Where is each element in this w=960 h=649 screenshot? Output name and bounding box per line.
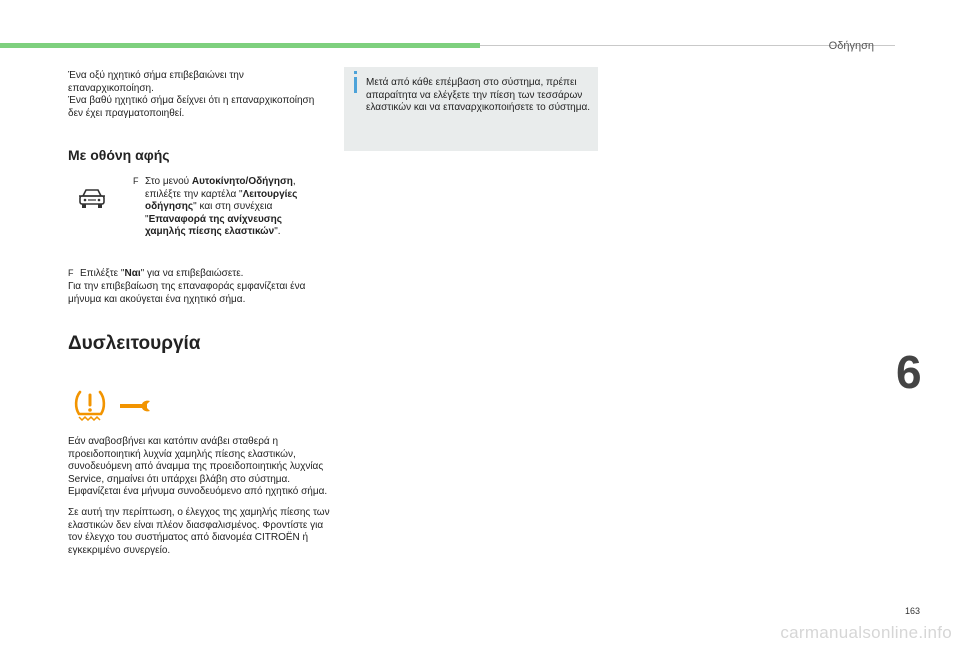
step-2-note-text: Για την επιβεβαίωση της επαναφοράς εμφανίζεται ένα μήνυμα και ακούγεται ένα ηχητικό σήμα. xyxy=(68,281,306,305)
malfunction-heading: Δυσλειτουργία xyxy=(68,333,201,354)
chapter-number: 6 xyxy=(896,346,922,398)
step-2-part: " για να επιβεβαιώσετε. xyxy=(140,268,244,279)
watermark: carmanualsonline.info xyxy=(780,623,952,642)
touchscreen-step-1 xyxy=(133,176,315,239)
intro-text xyxy=(68,70,330,120)
step-1-part: " και στη συνέχεια " xyxy=(145,201,273,225)
step-2-text xyxy=(80,268,330,281)
step-1-part: ". xyxy=(274,226,281,238)
info-icon xyxy=(354,71,357,74)
intro-line-2: Ένα βαθύ ηχητικό σήμα δείχνει ότι η επαναρχικοποίηση δεν έχει πραγματοποιηθεί. xyxy=(68,95,315,119)
malfunction-para-1: Εάν αναβοσβήνει και κατόπιν ανάβει σταθερά η προειδοποιητική λυχνία χαμηλής πίεσης ελαστικών, συνοδευόμενη από άναμμα της προειδοποιητικής λυχνίας Service, σημαίνει ότι υπάρχει βλάβη στο σύστημα. xyxy=(68,436,324,485)
menu-name: Αυτοκίνητο/Οδήγηση xyxy=(191,176,293,187)
malfunction-text xyxy=(68,436,330,557)
page-number: 163 xyxy=(905,606,921,616)
step-1-text xyxy=(145,176,315,239)
function-name: Επαναφορά της ανίχνευσης χαμηλής πίεσης ελαστικών xyxy=(145,213,282,238)
step-2-note xyxy=(68,281,330,306)
wrench-icon xyxy=(118,399,154,418)
bullet-marker: F xyxy=(68,268,74,278)
malfunction-para-2: Εμφανίζεται ένα μήνυμα συνοδευόμενο από ηχητικό σήμα. xyxy=(68,486,328,498)
step-1-part: Στο μενού xyxy=(145,176,192,187)
car-front-icon xyxy=(77,187,107,216)
tyre-pressure-warning-icon xyxy=(73,389,107,426)
header-accent-bar xyxy=(0,43,480,48)
info-box xyxy=(344,67,598,151)
malfunction-para-3: Σε αυτή την περίπτωση, ο έλεγχος της χαμηλής πίεσης των ελαστικών δεν είναι πλέον διασφαλισμένος. Φροντίστε για τον έλεγχο του συστήματος από διανομέα CITROËN ή εγκεκριμένο συνεργείο. xyxy=(68,506,330,556)
info-box-text: Μετά από κάθε επέμβαση στο σύστημα, πρέπει απαραίτητα να ελέγξετε την πίεση των τεσσάρων ελαστικών και να επαναρχικοποιήσετε το σύστημα. xyxy=(366,77,591,114)
confirm-option: Ναι xyxy=(124,268,141,279)
touchscreen-step-2 xyxy=(68,268,330,281)
step-2-part: Επιλέξτε " xyxy=(80,268,125,279)
intro-line-1: Ένα οξύ ηχητικό σήμα επιβεβαιώνει την επαναρχικοποίηση. xyxy=(68,70,244,94)
section-title: Οδήγηση xyxy=(828,40,874,52)
touchscreen-heading: Με οθόνη αφής xyxy=(68,147,170,163)
tab-name: Λειτουργίες οδήγησης xyxy=(145,188,298,213)
step-1-part: , επιλέξτε την καρτέλα " xyxy=(145,176,296,200)
bullet-marker: F xyxy=(133,176,139,186)
info-icon-bar xyxy=(354,77,357,93)
